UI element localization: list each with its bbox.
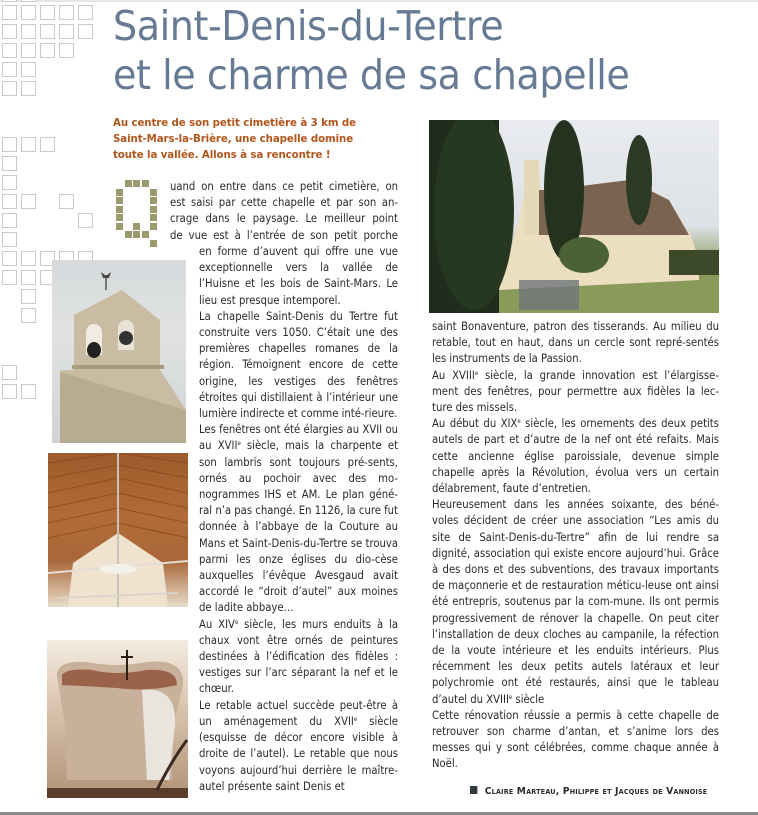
lead-paragraph: Au centre de son petit cimetière à 3 km de Saint-Mars-la-Brière, une chapelle domine toute la vallée. Allons à sa rencontre ! [113,116,356,161]
decorative-square [21,81,36,96]
decorative-square [21,289,36,304]
paragraph: en forme d’auvent qui offre une vue exceptionnelle vers la vallée de l’Huisne et les bois de Saint-Mars. Le lieu est presque intemporel. [199,245,398,307]
dropcap-pixel [133,180,140,187]
title-line-2: et le charme de sa chapelle [113,51,630,99]
intro-line: est saisi par cette chapelle et par son an- [170,196,398,210]
decorative-square [21,194,36,209]
decorative-square [2,270,17,285]
decorative-square [2,384,17,399]
decorative-square [40,43,55,58]
dropcap-pixel [116,197,123,204]
decorative-square [2,251,17,266]
paragraph: Heureusement dans les années soixante, des béné-voles décident de créer une association “Les amis du site de Saint-Denis-du-Tertre” afin de lui rendre sa dignité, association qui existe encore aujourd’hui. Grâce à des dons et des subventions, des travaux importants de maçonnerie et de restauration méticu-leuse ont ainsi été entrepris, soutenus par la com-mune. Ils ont permis progressivement de rénover la chapelle. On peut citer l’installation de deux cloches au campanile, la réfection de la voute intérieure et les enduits intérieurs. Plus récemment les deux petits autels latéraux et leur polychromie ont été restaurés, ainsi que le tableau d’autel du XVIIIe siècle [432,498,719,706]
decorative-square [59,24,74,39]
intro-lines [170,179,398,244]
decorative-square [2,24,17,39]
paragraph: Au XIVe siècle, les murs enduits à la chaux vont être ornés de peintures destinées à l’édification des fidèles : vestiges sur l’arc séparant la nef et le chœur. [199,617,398,696]
decorative-square [21,251,36,266]
paragraph: Au XVIIIe siècle, la grande innovation est l’élargisse-ment des fenêtres, pour permettre aux fidèles la lec-ture des missels. [432,368,719,415]
dropcap-pixel [125,180,132,187]
decorative-square [78,213,93,228]
decorative-square [2,213,17,228]
decorative-square [21,384,36,399]
intro-line: crage dans le paysage. Le meilleur point [170,212,398,226]
dropcap-pixel [150,214,157,221]
paragraph: Le retable actuel succède peut-être à un aménagement du XVIIe siècle (esquisse de décor encore visible à droite de l’autel). Le retable que nous voyons aujourd’hui derrière le maître-autel présente saint Denis et [199,698,398,793]
roof-vault-illustration [48,453,188,607]
decorative-square [21,308,36,323]
intro-line: uand on entre dans ce petit cimetière, on [170,180,398,193]
photo-baptismal-font [47,640,188,798]
dropcap-pixel [116,214,123,221]
paragraph: Cette rénovation réussie a permis à cette chapelle de retrouver son charme d’antan, et s’anime lors des messes qui y sont célébrées, comme chaque année à Noël. [432,708,719,771]
decorative-square [21,24,36,39]
decorative-square [2,175,17,190]
dropcap-pixel [116,223,123,230]
dropcap-pixel [150,206,157,213]
decorative-square [2,156,17,171]
square-bullet-icon [470,786,477,794]
title-line-1: Saint-Denis-du-Tertre [113,2,504,50]
decorative-square [2,5,17,20]
article-title [113,2,690,100]
decorative-square [21,0,36,2]
column-2-body [432,319,719,773]
decorative-square [59,43,74,58]
dropcap-pixel [150,240,157,247]
paragraph: Les fenêtres ont été élargies au XVII ou au XVIIe siècle, mais la charpente et son lambris sont toujours pré-sents, ornés au pochoir avec des mo-nogrammes IHS et AM. Le plan géné-ral n’a pas changé. En 1126, la cure fut donnée à l’abbaye de la Couture au Mans et Saint-Denis-du-Tertre se trouva parmi les onze églises du dio-cèse auxquelles l’évêque Avesgaud avait accordé le “droit d’autel” aux moines de ladite abbaye… [199,423,399,615]
dropcap-pixel [142,231,149,238]
decorative-square [21,270,36,285]
decorative-square [21,43,36,58]
decorative-square [2,43,17,58]
dropcap-pixel [125,231,132,238]
paragraph: La chapelle Saint-Denis du Tertre fut construite vers 1050. C’était une des premières chapelles romanes de la région. Témoignent encore de cette origine, les vestiges des fenêtres étroites qui distillaient à l’intérieur une lumière indirecte et comme inté-rieure. [199,309,398,421]
bell-gable-illustration [52,260,186,443]
dropcap-pixel [150,197,157,204]
decorative-square [78,24,93,39]
decorative-square [2,62,17,77]
decorative-square [2,365,17,380]
intro-line: de vue est à l’entrée de son petit porche [170,228,398,242]
byline-text: Claire Marteau, Philippe et Jacques de Vannoise [484,786,708,797]
photo-roof-vault [48,453,188,607]
decorative-square [59,194,74,209]
decorative-square [2,137,17,152]
dropcap-pixel [133,231,140,238]
decorative-square [40,137,55,152]
photo-bell-gable [52,260,186,443]
decorative-square [21,5,36,20]
decorative-square [40,5,55,20]
dropcap-pixel [142,180,149,187]
dropcap-pixel [150,223,157,230]
dropcap-q-icon [116,180,160,248]
dropcap-pixel [133,223,140,230]
paragraph: Au début du XIXe siècle, les ornements des deux petits autels de part et d’autre de la nef ont été refaits. Mais cette ancienne église paroissiale, devenue simple chapelle après la Révolution, évolua vers un certain délabrement, faute d’entretien. [432,417,719,496]
decorative-square [59,5,74,20]
decorative-square [21,137,36,152]
photo-chapel-exterior [429,120,719,313]
decorative-square [2,81,17,96]
baptismal-font-illustration [47,640,188,798]
chapel-exterior-illustration [429,120,719,313]
dropcap-pixel [116,206,123,213]
column-1-body [199,244,398,795]
decorative-square [2,0,17,2]
dropcap-pixel [116,189,123,196]
decorative-square [78,5,93,20]
decorative-square [21,62,36,77]
decorative-square [2,232,17,247]
decorative-square [2,194,17,209]
decorative-square [40,24,55,39]
paragraph: saint Bonaventure, patron des tisserands. Au milieu du retable, tout en haut, dans un cercle sont repré-sentés les instruments de la Passion. [432,320,719,366]
dropcap-pixel [150,189,157,196]
author-byline [470,786,709,797]
